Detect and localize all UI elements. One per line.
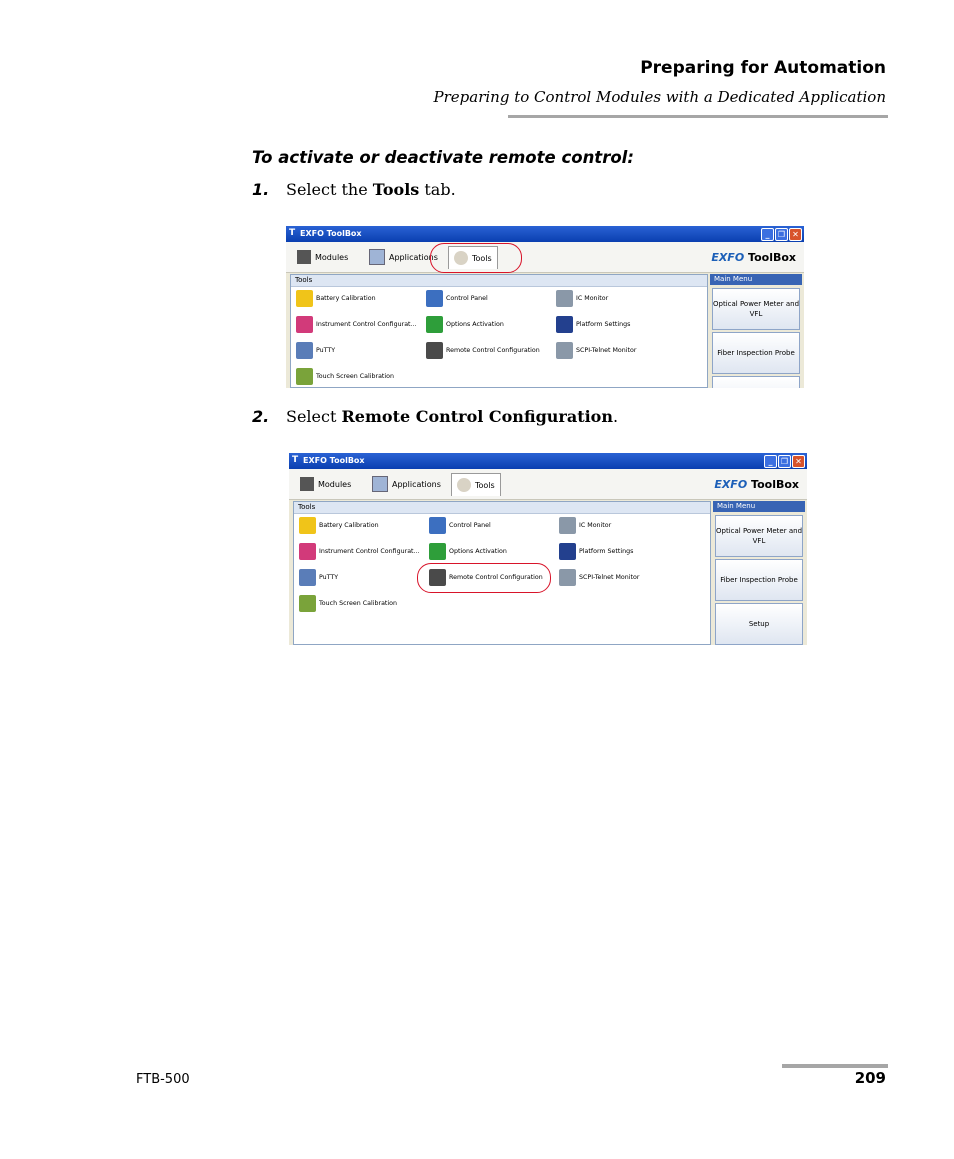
procedure-title: To activate or deactivate remote control: xyxy=(252,148,634,167)
tab-tools[interactable] xyxy=(451,473,501,496)
minimize-icon[interactable]: _ xyxy=(764,455,777,468)
tool-scpi-telnet-monitor[interactable] xyxy=(556,342,636,359)
tab-label: Modules xyxy=(315,252,349,262)
step-text-post: tab. xyxy=(419,180,456,199)
tab-modules[interactable] xyxy=(292,246,353,268)
tool-platform-settings[interactable] xyxy=(559,543,633,560)
tool-label: PuTTY xyxy=(319,574,339,581)
tool-label: Options Activation xyxy=(446,321,504,328)
ic-monitor-icon xyxy=(559,517,576,534)
tool-label: SCPI-Telnet Monitor xyxy=(576,347,637,354)
minimize-icon[interactable]: _ xyxy=(761,228,774,241)
highlight-circle xyxy=(417,563,551,593)
tool-ic-monitor[interactable] xyxy=(559,517,611,534)
step-text xyxy=(286,180,456,199)
tool-label: Control Panel xyxy=(449,522,491,529)
control-panel-icon xyxy=(426,290,443,307)
tool-options-activation[interactable] xyxy=(426,316,504,333)
header-rule xyxy=(508,115,888,118)
options-activation-icon xyxy=(426,316,443,333)
brand-toolbox: ToolBox xyxy=(751,478,799,491)
tool-label: Instrument Control Configurat... xyxy=(316,321,417,328)
toolbox-screenshot-2 xyxy=(289,453,807,645)
modules-icon xyxy=(297,250,311,264)
tab-label: Tools xyxy=(472,253,492,263)
tool-label: Remote Control Configuration xyxy=(449,574,543,581)
putty-icon xyxy=(296,342,313,359)
tab-bar xyxy=(286,242,804,273)
tools-icon xyxy=(457,478,471,492)
menu-button-power-meter[interactable]: Optical Power Meter and VFL xyxy=(715,515,803,557)
exfo-toolbox-logo xyxy=(714,478,799,491)
close-icon[interactable]: ✕ xyxy=(792,455,805,468)
scpi-telnet-icon xyxy=(556,342,573,359)
highlight-circle xyxy=(430,243,522,273)
brand-toolbox: ToolBox xyxy=(748,251,796,264)
tab-label: Applications xyxy=(389,252,438,262)
step-number: 1. xyxy=(252,180,270,199)
footer-rule xyxy=(782,1064,888,1068)
tool-label: SCPI-Telnet Monitor xyxy=(579,574,640,581)
options-activation-icon xyxy=(429,543,446,560)
tool-instrument-control[interactable] xyxy=(296,316,417,333)
touch-screen-icon xyxy=(296,368,313,385)
step-text-pre: Select xyxy=(286,407,342,426)
main-menu xyxy=(710,274,802,388)
battery-icon xyxy=(299,517,316,534)
panel-header: Tools xyxy=(291,275,707,287)
menu-header: Main Menu xyxy=(710,274,802,285)
window-titlebar xyxy=(289,453,807,469)
scpi-telnet-icon xyxy=(559,569,576,586)
tool-label: Touch Screen Calibration xyxy=(319,600,397,607)
close-icon[interactable]: ✕ xyxy=(789,228,802,241)
tool-label: Platform Settings xyxy=(579,548,634,555)
step-text-post: . xyxy=(612,407,619,426)
panel-header: Tools xyxy=(294,502,710,514)
footer-product: FTB-500 xyxy=(136,1072,190,1087)
tool-ic-monitor[interactable] xyxy=(556,290,608,307)
tool-scpi-telnet-monitor[interactable] xyxy=(559,569,639,586)
menu-button-setup[interactable] xyxy=(712,376,800,388)
tab-label: Applications xyxy=(392,479,441,489)
app-icon: T xyxy=(289,228,296,238)
battery-icon xyxy=(296,290,313,307)
touch-screen-icon xyxy=(299,595,316,612)
applications-icon xyxy=(369,249,385,265)
section-title: Preparing to Control Modules with a Dedicated Application xyxy=(433,88,886,106)
tool-options-activation[interactable] xyxy=(429,543,507,560)
tool-label: Touch Screen Calibration xyxy=(316,373,394,380)
step-text-bold: Remote Control Configuration xyxy=(341,407,613,426)
remote-control-icon xyxy=(426,342,443,359)
instrument-control-icon xyxy=(296,316,313,333)
window-title: EXFO ToolBox xyxy=(300,229,362,238)
tab-applications[interactable] xyxy=(367,473,446,495)
tab-label: Modules xyxy=(318,479,352,489)
tool-control-panel[interactable] xyxy=(429,517,491,534)
applications-icon xyxy=(372,476,388,492)
tab-bar xyxy=(289,469,807,500)
tool-battery-calibration[interactable] xyxy=(299,517,379,534)
tool-label: Battery Calibration xyxy=(316,295,376,302)
tool-control-panel[interactable] xyxy=(426,290,488,307)
tab-modules[interactable] xyxy=(295,473,356,495)
window-titlebar xyxy=(286,226,804,242)
ic-monitor-icon xyxy=(556,290,573,307)
step-text xyxy=(286,407,618,426)
tool-instrument-control[interactable] xyxy=(299,543,420,560)
tool-label: IC Monitor xyxy=(579,522,612,529)
menu-button-fiber-inspection[interactable]: Fiber Inspection Probe xyxy=(712,332,800,374)
tool-label: PuTTY xyxy=(316,347,336,354)
main-menu xyxy=(713,501,805,645)
chapter-title: Preparing for Automation xyxy=(640,58,886,78)
page-number: 209 xyxy=(854,1069,886,1087)
menu-button-power-meter[interactable]: Optical Power Meter and VFL xyxy=(712,288,800,330)
tool-putty[interactable] xyxy=(299,569,338,586)
menu-header: Main Menu xyxy=(713,501,805,512)
tool-label: IC Monitor xyxy=(576,295,609,302)
modules-icon xyxy=(300,477,314,491)
tool-touch-screen-calibration[interactable] xyxy=(296,368,394,385)
step-number: 2. xyxy=(252,407,270,426)
tools-panel xyxy=(290,274,708,388)
restore-icon[interactable]: ❐ xyxy=(778,455,791,468)
tool-remote-control-configuration[interactable] xyxy=(426,342,540,359)
tool-label: Remote Control Configuration xyxy=(446,347,540,354)
menu-button-setup[interactable]: Setup xyxy=(715,603,803,645)
tool-touch-screen-calibration[interactable] xyxy=(299,595,397,612)
tab-label: Tools xyxy=(475,480,495,490)
step-text-bold: Tools xyxy=(372,180,420,199)
tool-platform-settings[interactable] xyxy=(556,316,630,333)
brand-exfo: EXFO xyxy=(714,478,748,491)
brand-exfo: EXFO xyxy=(711,251,745,264)
tool-putty[interactable] xyxy=(296,342,335,359)
window-title: EXFO ToolBox xyxy=(303,456,365,465)
platform-settings-icon xyxy=(559,543,576,560)
control-panel-icon xyxy=(429,517,446,534)
step-text-pre: Select the xyxy=(286,180,373,199)
tool-label: Control Panel xyxy=(446,295,488,302)
exfo-toolbox-logo xyxy=(711,251,796,264)
tool-label: Platform Settings xyxy=(576,321,631,328)
tool-battery-calibration[interactable] xyxy=(296,290,376,307)
tool-label: Battery Calibration xyxy=(319,522,379,529)
menu-button-fiber-inspection[interactable]: Fiber Inspection Probe xyxy=(715,559,803,601)
tool-label: Instrument Control Configurat... xyxy=(319,548,420,555)
app-icon: T xyxy=(292,455,299,465)
putty-icon xyxy=(299,569,316,586)
tool-label: Options Activation xyxy=(449,548,507,555)
instrument-control-icon xyxy=(299,543,316,560)
restore-icon[interactable]: ❐ xyxy=(775,228,788,241)
platform-settings-icon xyxy=(556,316,573,333)
toolbox-screenshot-1 xyxy=(286,226,804,388)
